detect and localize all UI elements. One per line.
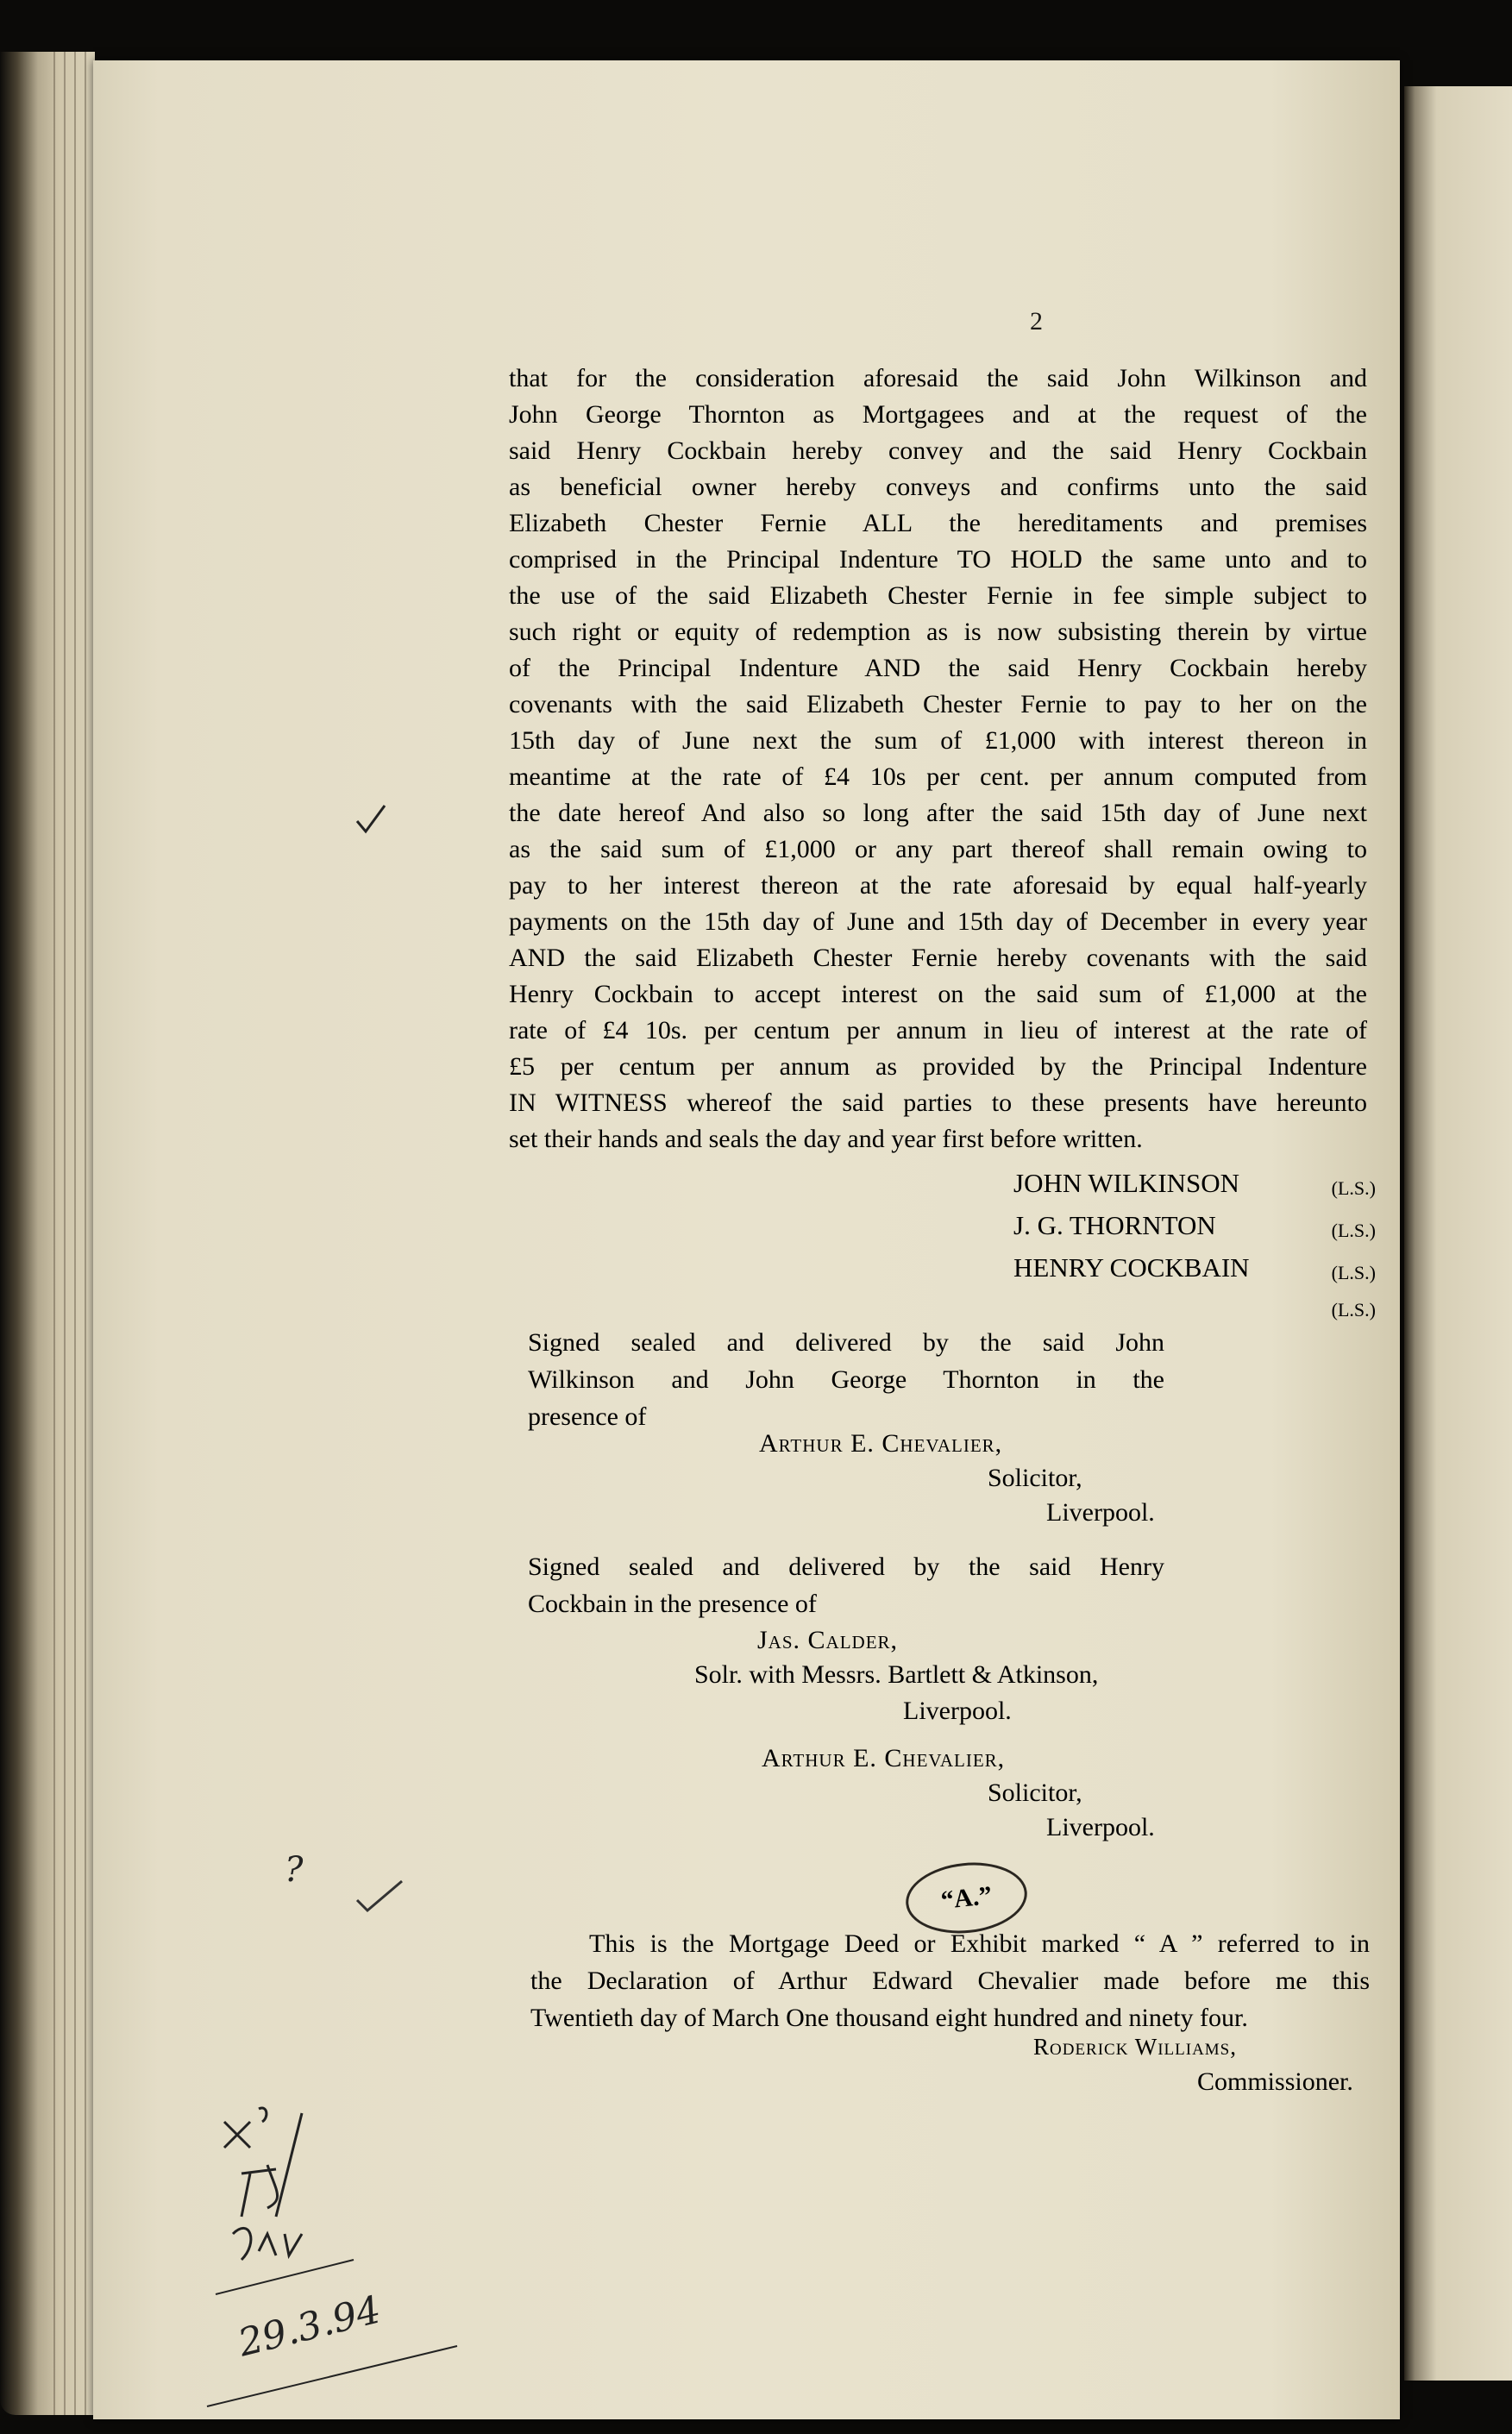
attestation-line: presence of	[528, 1402, 647, 1431]
signatory-row	[1013, 1249, 1376, 1291]
body-line: such right or equity of redemption as is now subsisting therein by virtue	[509, 618, 1367, 646]
commissioner-title: Commissioner.	[1197, 2067, 1353, 2096]
body-line: the use of the said Elizabeth Chester Fernie in fee simple subject to	[509, 581, 1367, 610]
exhibit-line: Twentieth day of March One thousand eight hundred and ninety four.	[530, 2004, 1248, 2032]
body-line: meantime at the rate of £4 10s per cent. per annum computed from	[509, 762, 1367, 791]
witness-place: Liverpool.	[1046, 1813, 1155, 1841]
body-line: as beneficial owner hereby conveys and confirms unto the said	[509, 473, 1367, 501]
seal-mark: (L.S.)	[1331, 1262, 1376, 1283]
witness-title: Solicitor,	[988, 1464, 1082, 1492]
question-mark-annotation: ?	[285, 1850, 304, 1890]
exhibit-mark: “A.”	[902, 1857, 1031, 1939]
attestation-clause-1	[528, 1324, 1164, 1435]
attestation-line: Signed sealed and delivered by the said Henry	[528, 1553, 1164, 1581]
witness-place: Liverpool.	[903, 1697, 1012, 1725]
underline-stroke	[207, 2329, 466, 2415]
seal-mark: (L.S.)	[1331, 1220, 1376, 1241]
body-line: said Henry Cockbain hereby convey and the said Henry Cockbain	[509, 436, 1367, 465]
body-line: payments on the 15th day of June and 15th day of December in every year	[509, 907, 1367, 936]
book-right-edge	[1404, 86, 1512, 2381]
body-line: as the said sum of £1,000 or any part thereof shall remain owing to	[509, 835, 1367, 863]
witness-title: Solicitor,	[988, 1778, 1082, 1807]
attestation-clause-2	[528, 1548, 1164, 1622]
signatory-row	[1013, 1207, 1376, 1249]
tick-mark-icon	[354, 1876, 405, 1915]
initials-annotation-icon	[216, 2105, 345, 2312]
body-line: AND the said Elizabeth Chester Fernie hereby covenants with the said	[509, 944, 1367, 972]
commissioner-name: Roderick Williams,	[1033, 2034, 1237, 2060]
signatory-name: J. G. THORNTON	[1013, 1210, 1216, 1240]
body-line: the date hereof And also so long after the said 15th day of June next	[509, 799, 1367, 827]
extra-seal-mark: (L.S.)	[1331, 1299, 1376, 1321]
tick-mark-icon	[354, 802, 388, 837]
attestation-line: Cockbain in the presence of	[528, 1590, 817, 1618]
body-line: £5 per centum per annum as provided by the Principal Indenture	[509, 1052, 1367, 1081]
handwritten-date: 29.3.94	[234, 2287, 386, 2366]
book-left-edge	[0, 52, 95, 2415]
signatory-row	[1013, 1164, 1376, 1207]
body-line: John George Thornton as Mortgagees and at the request of the	[509, 400, 1367, 429]
body-line: that for the consideration aforesaid the said John Wilkinson and	[509, 364, 1367, 392]
body-line: of the Principal Indenture AND the said Henry Cockbain hereby	[509, 654, 1367, 682]
signatory-name: JOHN WILKINSON	[1013, 1168, 1240, 1198]
body-line: Henry Cockbain to accept interest on the said sum of £1,000 at the	[509, 980, 1367, 1008]
signatories-block	[1013, 1164, 1376, 1328]
body-line: IN WITNESS whereof the said parties to these presents have hereunto	[509, 1088, 1367, 1117]
page-number: 2	[1030, 307, 1043, 336]
body-line: Elizabeth Chester Fernie ALL the hereditaments and premises	[509, 509, 1367, 537]
witness-name: Arthur E. Chevalier,	[762, 1744, 1006, 1772]
attestation-line: Wilkinson and John George Thornton in the	[528, 1365, 1164, 1394]
body-line: covenants with the said Elizabeth Chester Fernie to pay to her on the	[509, 690, 1367, 718]
witness-place: Liverpool.	[1046, 1498, 1155, 1527]
witness-name: Jas. Calder,	[757, 1626, 899, 1654]
exhibit-line: This is the Mortgage Deed or Exhibit marked “ A ” referred to in	[589, 1929, 1370, 1958]
attestation-line: Signed sealed and delivered by the said John	[528, 1328, 1164, 1357]
body-line: set their hands and seals the day and year first before written.	[509, 1125, 1143, 1153]
seal-mark: (L.S.)	[1331, 1177, 1376, 1199]
witness-name: Arthur E. Chevalier,	[759, 1429, 1003, 1458]
exhibit-line: the Declaration of Arthur Edward Chevalier made before me this	[530, 1967, 1370, 1995]
deed-body-text	[509, 361, 1367, 1157]
body-line: comprised in the Principal Indenture TO HOLD the same unto and to	[509, 545, 1367, 574]
body-line: rate of £4 10s. per centum per annum in lieu of interest at the rate of	[509, 1016, 1367, 1044]
body-line: pay to her interest thereon at the rate aforesaid by equal half-yearly	[509, 871, 1367, 900]
witness-title: Solr. with Messrs. Bartlett & Atkinson,	[694, 1660, 1099, 1689]
signatory-name: HENRY COCKBAIN	[1013, 1252, 1250, 1283]
body-line: 15th day of June next the sum of £1,000 with interest thereon in	[509, 726, 1367, 755]
exhibit-certificate	[530, 1925, 1370, 2036]
